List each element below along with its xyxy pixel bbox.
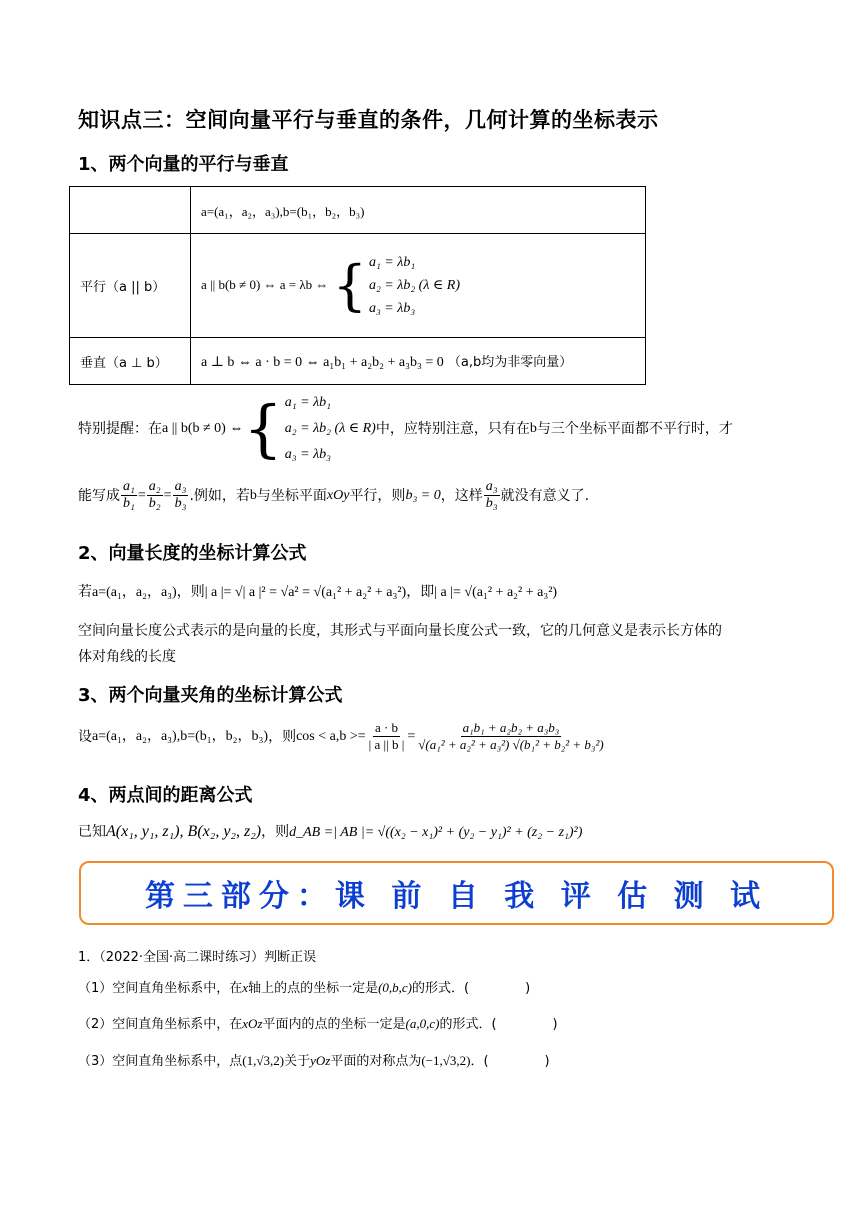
vectors-ab: a=(a₁，a₂，a₃),b=(b₁，b₂，b₃) [92,728,269,744]
length-formula-short: | a |= √(a₁² + a₂² + a₃²) [434,585,558,600]
section-4-title: 4、两点间的距离公式 [78,785,253,806]
question-item-2: （2）空间直角坐标系中，在xOz平面内的点的坐标一定是(a,0,c)的形式．( ) [78,1016,558,1032]
perpendicular-label-cell: 垂直（a ⊥ b） [70,338,191,385]
parallel-eq-2: a₂ = λb₂ (λ ∈ R) [368,278,460,293]
tip-eq-3: a₃ = λb₃ [284,447,332,462]
tip-line2-vec: b [249,487,257,503]
tip-line2-c: 与坐标平面 [256,487,327,504]
left-brace: { [332,253,367,317]
parallel-system [333,251,460,320]
tip-plane: xOy [326,487,350,503]
section-2-title: 2、向量长度的坐标计算公式 [78,543,307,564]
tip-line2-b: .例如，若 [189,487,250,504]
parallel-eq-1: a₁ = λb₁ [368,255,416,270]
coordinate-fraction: $\frac{\text{a₁b₁ + a₂b₂ + a₃b₃}}{\text{√(a₁² + a₂² + a₃²) √(b₁² + b₂² + b₃²)}}$ [418,720,604,752]
section-1-title: 1、两个向量的平行与垂直 [78,154,289,175]
length-description-2: 体对角线的长度 [78,649,176,665]
length-then: ，则 [176,584,205,600]
perpendicular-note: （a,b均为非零向量） [447,355,573,370]
parallel-label-cell: 平行（a || b） [70,234,191,338]
vector-a: a=(a₁，a₂，a₃) [92,585,177,600]
tip-b3-zero: b₃ = 0 [405,487,441,503]
vector-condition-table [69,186,646,385]
section-3-title: 3、两个向量夹角的坐标计算公式 [78,685,343,706]
ratio-a2-b2: $\frac{\text{a₂}}{\text{b₂}}$ [148,479,161,511]
tip-suffix: 与三个坐标平面都不平行时，才 [536,421,733,437]
length-ie: ，即 [406,584,435,600]
tip-line2-a: 能写成 [78,487,120,504]
table-header-cell: a=(a₁，a₂，a₃),b=(b₁，b₂，b₃) [191,187,646,234]
tip-system [243,390,376,468]
question-item-1: （1）空间直角坐标系中，在x轴上的点的坐标一定是(0,b,c)的形式．( ) [78,980,531,996]
parallel-formula: a || b(b ≠ 0) ⇔ a = λb ⇔ [201,277,329,292]
banner-title: 第三部分：课 前 自 我 评 估 测 试 [144,879,769,914]
ratio-a3-b3-invalid: $\frac{\text{a₃}}{\text{b₃}}$ [485,479,498,511]
parallel-eq-3: a₃ = λb₃ [368,301,416,316]
perpendicular-formula: a ⊥ b ⇔ a · b = 0 ⇔ a₁b₁ + a₂b₂ + a₃b₃ = 0 [201,355,444,370]
page-heading: 知识点三：空间向量平行与垂直的条件，几何计算的坐标表示 [78,108,659,132]
question-title: 1．（2022·全国·高二课时练习）判断正误 [78,950,317,965]
angle-prefix: 设 [78,728,92,745]
distance-formula-line [78,822,582,843]
tip-line2-d: 平行，则 [349,487,406,504]
cos-expression: cos < a,b >= [296,728,366,744]
length-formula: | a |= √| a |² = √a² = √(a₁² + a₂² + a₃²) [204,585,407,600]
left-brace: { [243,392,283,465]
question-item-3: （3）空间直角坐标系中，点(1,√3,2)关于yOz平面的对称点为(−1,√3,2)．( ) [78,1053,550,1069]
distance-prefix: 已知 [78,824,106,840]
ratio-a3-b3: $\frac{\text{a₃}}{\text{b₃}}$ [174,479,187,511]
tip-prefix: 特别提醒：在 [78,421,162,437]
part-three-banner [79,861,834,925]
distance-formula: d_AB =| AB |= √((x₂ − x₁)² + (y₂ − y₁)² + (z₂ − z₁)²) [289,825,583,840]
points-ab: A(x₁, y₁, z₁), B(x₂, y₂, z₂) [106,823,262,840]
tip-condition: a || b(b ≠ 0) ⇔ [162,421,244,436]
special-tip-line-2: 能写成 $\frac{\text{a₁}}{\text{b₁}}$ = $\frac{\text{a₂}}{\text{b₂}}$ = $\frac{\text{a₃}}{\text{b₃}}$ .例如，若 b 与坐标平面 xOy 平行，则 b₃ = 0 ，这样 $\frac{\text{a₃}}{\text{b₃}}$ 就没有意义了. [78,479,590,511]
special-tip-line-1 [78,390,798,468]
tip-b: b [529,421,537,436]
table-corner-cell [70,187,191,234]
tip-eq-1: a₁ = λb₁ [284,395,332,410]
ratio-a1-b1: $\frac{\text{a₁}}{\text{b₁}}$ [123,479,135,511]
length-prefix: 若 [78,584,92,600]
dot-over-norms: $\frac{a \cdot b}{| a || b |}$ [368,720,405,752]
parallel-formula-cell [191,234,646,338]
length-formula-line [78,582,557,603]
angle-then: ，则 [268,728,297,745]
tip-line2-f: 就没有意义了. [500,487,590,504]
angle-formula-line: 设 a=(a₁，a₂，a₃),b=(b₁，b₂，b₃) ，则 cos < a,b >= $\frac{a \cdot b}{| a || b |}$ = $\frac{\text{a₁b₁ + a₂b₂ + a₃b₃}}{\text{√(a₁² + a₂² + a₃²) √(b₁² + b₂² + b₃²)}}$ [78,720,604,752]
length-description-1: 空间向量长度公式表示的是向量的长度，其形式与平面向量长度公式一致，它的几何意义是表示长方体的 [78,623,722,639]
tip-mid: 中，应特别注意，只有在 [375,421,530,437]
tip-eq-2: a₂ = λb₂ (λ ∈ R) [284,421,376,436]
distance-then: ，则 [261,824,290,840]
perpendicular-formula-cell [191,338,646,385]
tip-line2-e: ，这样 [440,487,483,504]
